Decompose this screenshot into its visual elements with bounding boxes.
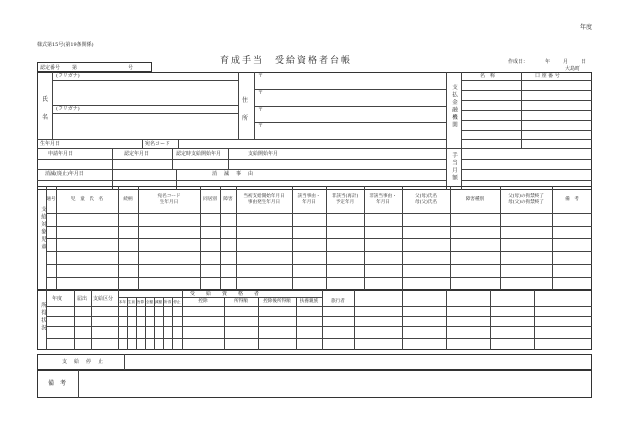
col-non-eligible: 非該当事由・ 年月日 [369,194,397,205]
sub-header-4: 全額 [145,300,154,304]
lapse-date-label: 消滅(廃止)年月日 [45,171,84,177]
cert-number-box [37,62,152,72]
col-disability: 障害 [223,196,233,202]
col-detention-end: 父(母)の拘禁終了 母(父)の拘禁終了 [508,194,544,205]
address-label-1: 住 [242,97,249,104]
address-code-label: 宛名コード [145,141,171,147]
form-number: 様式第15号(第19条関係) [37,42,94,48]
table-row [46,277,592,278]
cert-number-label: 認定番号 [40,65,61,71]
furigana-2: (フリガナ) [56,106,80,112]
suspension-label: 支 給 停 止 [62,359,105,365]
col-code-birth: 宛名コード 生年月日 [157,194,181,205]
suspension-row [37,354,592,370]
town-name: 大島町 [565,66,581,72]
lapse-reason-label: 消 滅 事 由 [212,171,255,177]
col-eligible: 該当事由・ 年月日 [297,194,321,205]
col-non-eligible-plan: 非該当(再計) 予定年月 [331,194,359,205]
income-group-header: 受 給 資 格 者 [190,291,263,297]
pay-class-label: 支給区分 [93,296,114,302]
address-label-2: 所 [242,115,249,122]
created-label: 作成日： [508,59,529,65]
sub-header-3: 皆算 [136,300,145,304]
sub-header-7: 停止 [173,300,181,304]
income-col-4: 扶養親族 [299,298,319,304]
table-row [46,226,592,227]
col-serial: 通号 [46,196,56,202]
pay-start-header: 支給開始年月 [248,151,279,157]
sub-header-2: 生前 [127,300,136,304]
col-initial-start: 当初支給開始年月日 事由発生年月日 [243,194,285,205]
remarks-row [37,370,592,398]
table-row [46,238,592,239]
table-row [46,264,592,265]
apply-date-header: 申請年月日 [48,151,74,157]
cert-date-header: 認定年月日 [124,151,150,157]
col-relation: 続柄 [123,196,133,202]
income-col-3: 控除後所得額 [263,298,291,304]
cert-pay-start-header: 認定時支給開始年月 [176,151,222,157]
income-col-2: 所得額 [234,298,248,304]
page-title: 育成手当 受給資格者台帳 [220,56,353,66]
cert-number-suffix: 号 [128,65,134,71]
filed-label: 届出 [77,296,88,302]
furigana-1: (フリガナ) [56,73,80,79]
income-col-1: 控除 [198,298,208,304]
sub-header-6: 所得 [163,300,172,304]
year-label: 年度 [580,24,593,31]
sub-header-1: 本年 [118,300,127,304]
postal-mark-4: 〒 [258,123,264,129]
bank-name-header: 名 称 [480,73,496,79]
col-disability-type: 障害種別 [465,196,485,202]
postal-mark-2: 〒 [258,90,264,96]
bank-label: 支払金融機関 [451,84,457,129]
children-side-label: 支給対象児童 [40,206,46,251]
fiscal-year-label: 年度 [52,296,63,302]
monthly-amount-label: 手当月額 [451,152,457,182]
col-parent-name: 父(母)氏名 母(父)氏名 [415,194,437,205]
income-col-5: 旅行者 [331,298,345,304]
bank-account-header: 口 座 番 号 [535,73,560,79]
postal-mark-3: 〒 [258,107,264,113]
income-side-label: 所得状況 [40,302,46,332]
name-label-1: 氏 [42,96,49,103]
table-row [46,251,592,252]
sub-header-5: 減額 [154,300,163,304]
birth-date-label: 生年月日 [40,141,61,147]
cert-number-prefix: 第 [72,65,78,71]
remarks-label: 備 考 [48,380,67,387]
col-remarks: 備 考 [565,196,579,202]
col-child-name: 児 童 氏 名 [70,196,104,202]
name-label-2: 名 [42,114,49,121]
created-date: 年 月 日 [545,59,591,65]
col-cohabit: 同居別 [203,196,217,202]
postal-mark-1: 〒 [258,73,264,79]
